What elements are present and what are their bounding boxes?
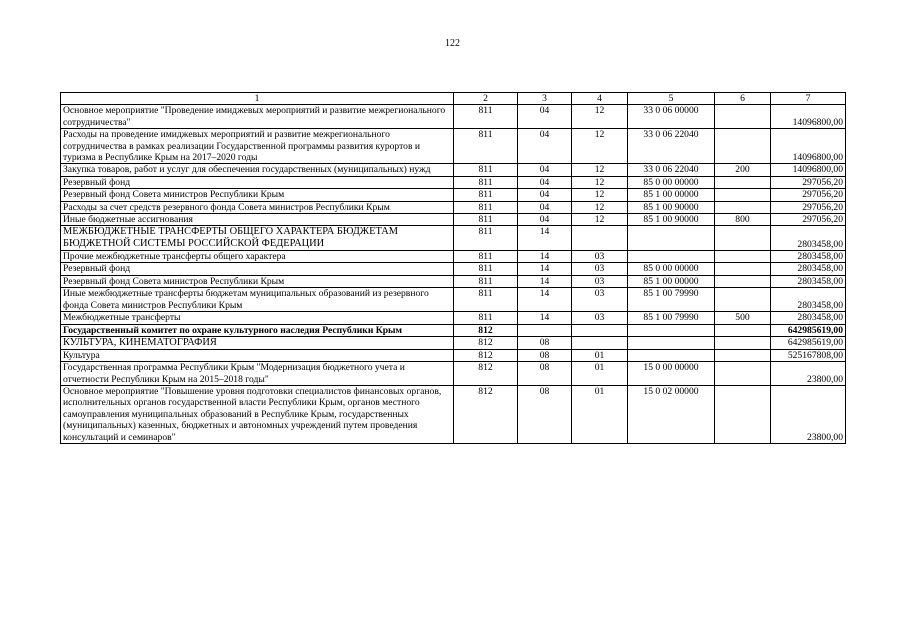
cell-ministry-code: 812 — [454, 324, 518, 336]
cell-amount: 642985619,00 — [771, 336, 846, 349]
table-row — [61, 263, 846, 275]
cell-item-name: Резервный фонд Совета министров Республики Крым — [61, 275, 454, 287]
cell-ministry-code: 811 — [454, 226, 518, 251]
cell-subsection: 03 — [572, 312, 628, 324]
cell-subsection — [572, 336, 628, 349]
cell-target-article — [628, 251, 715, 263]
cell-ministry-code: 811 — [454, 275, 518, 287]
cell-ministry-code: 812 — [454, 336, 518, 349]
column-header: 7 — [771, 93, 846, 105]
cell-expense-type — [715, 129, 771, 164]
cell-expense-type — [715, 324, 771, 336]
table-row — [61, 324, 846, 336]
cell-section: 08 — [518, 336, 572, 349]
column-header: 1 — [61, 93, 454, 105]
cell-expense-type — [715, 201, 771, 213]
cell-target-article — [628, 324, 715, 336]
cell-amount: 14096800,00 — [771, 164, 846, 176]
cell-subsection: 03 — [572, 263, 628, 275]
table-row — [61, 362, 846, 386]
cell-amount: 2803458,00 — [771, 226, 846, 251]
cell-target-article: 33 0 06 00000 — [628, 105, 715, 129]
cell-amount: 2803458,00 — [771, 312, 846, 324]
page-number: 122 — [445, 38, 460, 49]
cell-expense-type — [715, 263, 771, 275]
cell-ministry-code: 811 — [454, 214, 518, 226]
cell-subsection: 03 — [572, 288, 628, 312]
cell-amount: 642985619,00 — [771, 324, 846, 336]
cell-section: 14 — [518, 251, 572, 263]
table-row — [61, 226, 846, 251]
cell-target-article: 85 0 00 00000 — [628, 263, 715, 275]
cell-expense-type: 200 — [715, 164, 771, 176]
column-header: 4 — [572, 93, 628, 105]
cell-item-name: Резервный фонд — [61, 263, 454, 275]
cell-expense-type — [715, 251, 771, 263]
cell-item-name: Культура — [61, 349, 454, 361]
cell-target-article: 33 0 06 22040 — [628, 164, 715, 176]
cell-target-article: 33 0 06 22040 — [628, 129, 715, 164]
table-row — [61, 251, 846, 263]
cell-expense-type — [715, 105, 771, 129]
column-header: 2 — [454, 93, 518, 105]
cell-expense-type — [715, 226, 771, 251]
cell-subsection: 12 — [572, 189, 628, 201]
cell-section: 04 — [518, 164, 572, 176]
table-row — [61, 385, 846, 443]
cell-item-name: Государственная программа Республики Крым "Модернизация бюджетного учета и отчетности Республики Крым на 2015–2018 годы" — [61, 362, 454, 386]
cell-amount: 525167808,00 — [771, 349, 846, 361]
cell-expense-type — [715, 385, 771, 443]
cell-amount: 297056,20 — [771, 214, 846, 226]
cell-subsection: 12 — [572, 214, 628, 226]
cell-section: 14 — [518, 263, 572, 275]
cell-target-article: 15 0 00 00000 — [628, 362, 715, 386]
table-row — [61, 176, 846, 188]
cell-target-article: 85 1 00 00000 — [628, 189, 715, 201]
cell-section: 08 — [518, 385, 572, 443]
cell-item-name: Резервный фонд Совета министров Республики Крым — [61, 189, 454, 201]
cell-subsection: 12 — [572, 176, 628, 188]
cell-expense-type — [715, 275, 771, 287]
cell-ministry-code: 812 — [454, 385, 518, 443]
header-row — [61, 93, 846, 105]
cell-expense-type — [715, 288, 771, 312]
cell-target-article — [628, 226, 715, 251]
cell-subsection: 12 — [572, 129, 628, 164]
cell-item-name: Межбюджетные трансферты — [61, 312, 454, 324]
cell-item-name: Основное мероприятие "Повышение уровня подготовки специалистов финансовых органов, исполнительных органов государственной власти Республики Крым, органов местного самоуправления муниципальных образований в Республике Крым, государственных (муниципальных) казенных, бюджетных и автономных учреждений путем проведения консультаций и семинаров" — [61, 385, 454, 443]
cell-subsection: 01 — [572, 385, 628, 443]
cell-section: 14 — [518, 226, 572, 251]
cell-target-article: 85 0 00 00000 — [628, 176, 715, 188]
cell-subsection: 12 — [572, 105, 628, 129]
cell-item-name: Расходы за счет средств резервного фонда Совета министров Республики Крым — [61, 201, 454, 213]
table-row — [61, 201, 846, 213]
cell-section: 04 — [518, 189, 572, 201]
cell-item-name: КУЛЬТУРА, КИНЕМАТОГРАФИЯ — [61, 336, 454, 349]
cell-section: 08 — [518, 362, 572, 386]
cell-expense-type — [715, 362, 771, 386]
table-row — [61, 312, 846, 324]
cell-expense-type — [715, 336, 771, 349]
column-header: 6 — [715, 93, 771, 105]
cell-amount: 14096800,00 — [771, 105, 846, 129]
cell-amount: 297056,20 — [771, 176, 846, 188]
cell-ministry-code: 811 — [454, 189, 518, 201]
cell-expense-type — [715, 349, 771, 361]
cell-amount: 297056,20 — [771, 201, 846, 213]
cell-section: 04 — [518, 201, 572, 213]
cell-section: 04 — [518, 176, 572, 188]
cell-target-article — [628, 336, 715, 349]
cell-section: 14 — [518, 288, 572, 312]
cell-expense-type: 800 — [715, 214, 771, 226]
cell-section: 14 — [518, 275, 572, 287]
cell-ministry-code: 811 — [454, 129, 518, 164]
cell-target-article: 85 1 00 00000 — [628, 275, 715, 287]
cell-ministry-code: 811 — [454, 288, 518, 312]
cell-amount: 14096800,00 — [771, 129, 846, 164]
budget-table — [60, 92, 846, 444]
cell-expense-type — [715, 176, 771, 188]
column-header: 5 — [628, 93, 715, 105]
cell-section: 08 — [518, 349, 572, 361]
cell-target-article — [628, 349, 715, 361]
cell-amount: 2803458,00 — [771, 251, 846, 263]
table-row — [61, 129, 846, 164]
cell-subsection: 03 — [572, 275, 628, 287]
cell-amount: 2803458,00 — [771, 263, 846, 275]
cell-target-article: 85 1 00 79990 — [628, 312, 715, 324]
cell-amount: 297056,20 — [771, 189, 846, 201]
cell-ministry-code: 811 — [454, 164, 518, 176]
cell-subsection: 12 — [572, 201, 628, 213]
cell-section: 14 — [518, 312, 572, 324]
table-row — [61, 105, 846, 129]
cell-item-name: Расходы на проведение имиджевых мероприятий и развитие межрегионального сотрудничества в рамках реализации Государственной программы развития курортов и туризма в Республике Крым на 2017–2020 годы — [61, 129, 454, 164]
cell-subsection: 12 — [572, 164, 628, 176]
table-row — [61, 288, 846, 312]
cell-subsection: 01 — [572, 349, 628, 361]
cell-ministry-code: 811 — [454, 263, 518, 275]
table-row — [61, 336, 846, 349]
cell-item-name: Прочие межбюджетные трансферты общего характера — [61, 251, 454, 263]
cell-target-article: 85 1 00 79990 — [628, 288, 715, 312]
table-row — [61, 214, 846, 226]
cell-subsection — [572, 324, 628, 336]
cell-ministry-code: 811 — [454, 176, 518, 188]
cell-ministry-code: 811 — [454, 312, 518, 324]
table-row — [61, 275, 846, 287]
cell-ministry-code: 811 — [454, 251, 518, 263]
cell-amount: 23800,00 — [771, 385, 846, 443]
cell-amount: 2803458,00 — [771, 275, 846, 287]
cell-item-name: Иные бюджетные ассигнования — [61, 214, 454, 226]
table-row — [61, 189, 846, 201]
cell-item-name: Закупка товаров, работ и услуг для обеспечения государственных (муниципальных) нужд — [61, 164, 454, 176]
cell-subsection: 03 — [572, 251, 628, 263]
cell-expense-type: 500 — [715, 312, 771, 324]
cell-subsection — [572, 226, 628, 251]
cell-section: 04 — [518, 105, 572, 129]
cell-section — [518, 324, 572, 336]
cell-section: 04 — [518, 129, 572, 164]
cell-ministry-code: 811 — [454, 201, 518, 213]
cell-target-article: 85 1 00 90000 — [628, 214, 715, 226]
column-header: 3 — [518, 93, 572, 105]
cell-item-name: МЕЖБЮДЖЕТНЫЕ ТРАНСФЕРТЫ ОБЩЕГО ХАРАКТЕРА БЮДЖЕТАМ БЮДЖЕТНОЙ СИСТЕМЫ РОССИЙСКОЙ ФЕДЕРАЦИИ — [61, 226, 454, 251]
cell-ministry-code: 812 — [454, 349, 518, 361]
cell-target-article: 85 1 00 90000 — [628, 201, 715, 213]
table-row — [61, 349, 846, 361]
cell-expense-type — [715, 189, 771, 201]
cell-item-name: Основное мероприятие "Проведение имиджевых мероприятий и развитие межрегионального сотрудничества" — [61, 105, 454, 129]
cell-item-name: Резервный фонд — [61, 176, 454, 188]
cell-amount: 2803458,00 — [771, 288, 846, 312]
cell-item-name: Иные межбюджетные трансферты бюджетам муниципальных образований из резервного фонда Совета министров Республики Крым — [61, 288, 454, 312]
cell-amount: 23800,00 — [771, 362, 846, 386]
cell-ministry-code: 812 — [454, 362, 518, 386]
cell-section: 04 — [518, 214, 572, 226]
cell-item-name: Государственный комитет по охране культурного наследия Республики Крым — [61, 324, 454, 336]
cell-target-article: 15 0 02 00000 — [628, 385, 715, 443]
cell-subsection: 01 — [572, 362, 628, 386]
table-row — [61, 164, 846, 176]
cell-ministry-code: 811 — [454, 105, 518, 129]
